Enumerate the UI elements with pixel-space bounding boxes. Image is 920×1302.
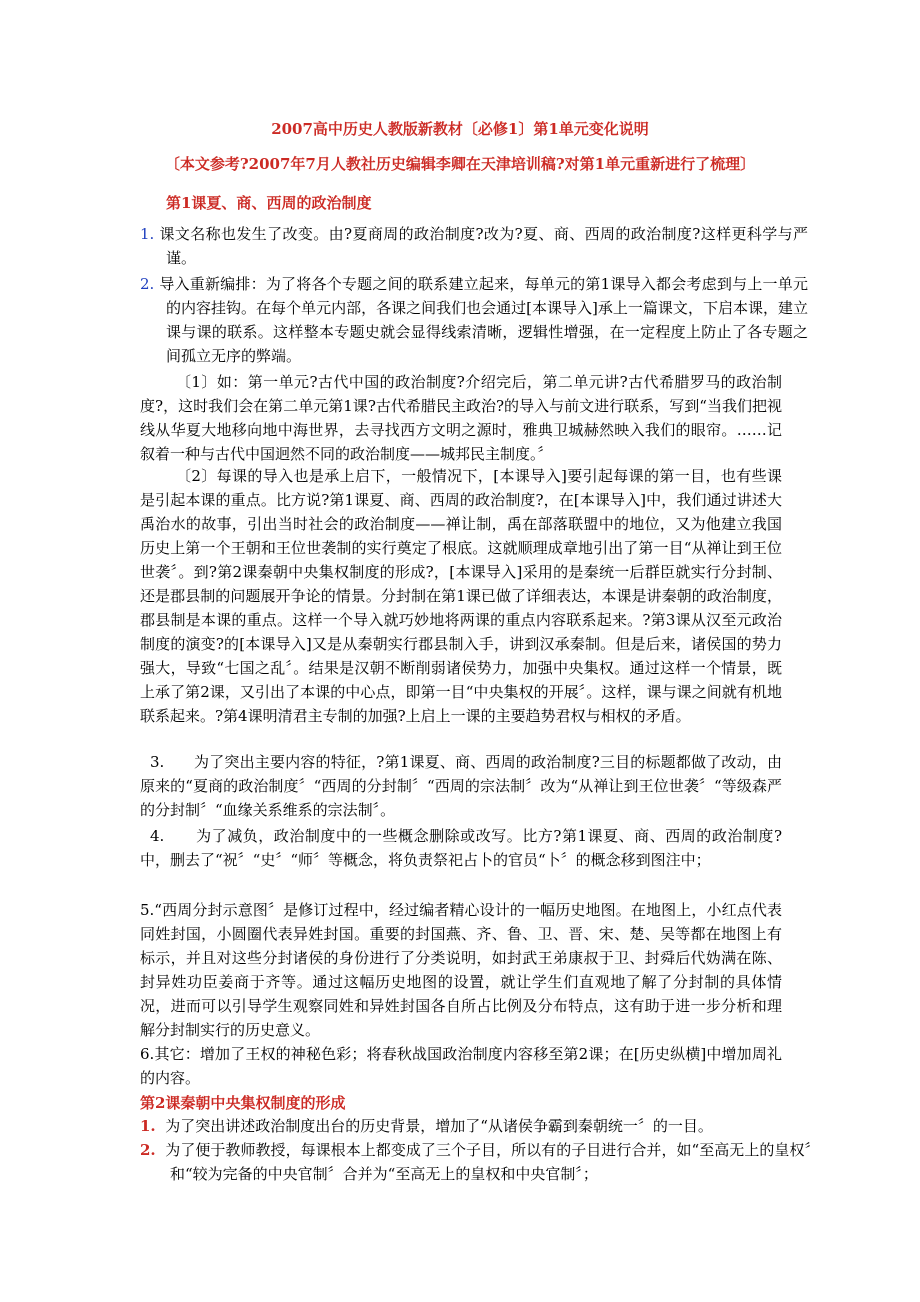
item-text: 课文名称也发生了改变。由?夏商周的政治制度?改为?夏、商、西周的政治制度?这样更科学与严谨。 [159,225,808,267]
item-number: 2. [140,275,155,293]
item-number: 4. [150,827,165,845]
item-number: 3. [150,753,165,771]
section2-item-1 [140,1114,812,1138]
item-number: 2. [140,1141,156,1159]
section1-item-5: 5.“西周分封示意图〞是修订过程中，经过编者精心设计的一幅历史地图。在地图上，小红点代表同姓封国，小圆圈代表异姓封国。重要的封国燕、齐、鲁、卫、晋、宋、楚、吴等都在地图上有标示，并且对这些分封诸侯的身份进行了分类说明，如封武王弟康叔于卫、封舜后代妫满在陈、封异姓功臣姜商于齐等。通过这幅历史地图的设置，就让学生们直观地了解了分封制的具体情况，进而可以引导学生观察同姓和异姓封国各自所占比例及分布特点，这有助于进一步分析和理解分封制实行的历史意义。 [140,901,782,1039]
document-title: 2007高中历史人教版新教材〔必修1〕第1单元变化说明 [271,120,649,138]
item-text: 为了减负，政治制度中的一些概念删除或改写。比方?第1课夏、商、西周的政治制度?中，删去了“祝〞“史〞“师〞等概念，将负责祭祀占卜的官员“卜〞的概念移到图注中； [140,827,782,869]
item-number: 1. [140,225,155,243]
item-text: 导入重新编排：为了将各个专题之间的联系建立起来，每单元的第1课导入都会考虑到与上一单元的内容挂钩。在每个单元内部，各课之间我们也会通过[本课导入]承上一篇课文，下启本课，建立课与课的联系。这样整本专题史就会显得线索清晰，逻辑性增强，在一定程度上防止了各专题之间孤立无序的弊端。 [159,275,808,365]
section1-heading: 第1课夏、商、西周的政治制度 [166,194,372,212]
section1-item-4 [140,824,782,872]
section2-heading: 第2课秦朝中央集权制度的形成 [140,1094,346,1112]
item-number: 1. [140,1117,156,1135]
item-text: 为了突出讲述政治制度出台的历史背景，增加了“从诸侯争霸到秦朝统一〞的一目。 [165,1117,713,1135]
document-subtitle: 〔本文参考?2007年7月人教社历史编辑李卿在天津培训稿?对第1单元重新进行了梳理〕 [164,155,756,173]
section2-item-2 [140,1138,812,1186]
section1-sub-2: 〔2〕每课的导入也是承上启下，一般情况下，[本课导入]要引起每课的第一目，也有些课是引起本课的重点。比方说?第1课夏、商、西周的政治制度?，在[本课导入]中，我们通过讲述大禹治水的故事，引出当时社会的政治制度——禅让制，禹在部落联盟中的地位，又为他建立我国历史上第一个王朝和王位世袭制的实行奠定了根底。这就顺理成章地引出了第一目“从禅让到王位世袭〞。到?第2课秦朝中央集权制度的形成?，[本课导入]采用的是秦统一后群臣就实行分封制、还是郡县制的问题展开争论的情景。分封制在第1课已做了详细表达，本课是讲秦朝的政治制度，郡县制是本课的重点。这样一个导入就巧妙地将两课的重点内容联系起来。?第3课从汉至元政治制度的演变?的[本课导入]又是从秦朝实行郡县制入手，讲到汉承秦制。但是后来，诸侯国的势力强大，导致“七国之乱〞。结果是汉朝不断削弱诸侯势力，加强中央集权。通过这样一个情景，既上承了第2课，又引出了本课的中心点，即第一目“中央集权的开展〞。这样，课与课之间就有机地联系起来。?第4课明清君主专制的加强?上启上一课的主要趋势君权与相权的矛盾。 [140,467,782,725]
section1-sub-1: 〔1〕如：第一单元?古代中国的政治制度?介绍完后，第二单元讲?古代希腊罗马的政治制度?，这时我们会在第二单元第1课?古代希腊民主政治?的导入与前文进行联系，写到“当我们把视线从华夏大地移向地中海世界，去寻找西方文明之源时，雅典卫城赫然映入我们的眼帘。……记叙着一种与古代中国迥然不同的政治制度——城邦民主制度。〞 [140,373,782,463]
item-text: 为了突出主要内容的特征，?第1课夏、商、西周的政治制度?三目的标题都做了改动，由原来的“夏商的政治制度〞“西周的分封制〞“西周的宗法制〞改为“从禅让到王位世袭〞“等级森严的分封制〞“血缘关系维系的宗法制〞。 [140,753,782,819]
item-text: 为了便于教师教授，每课根本上都变成了三个子目，所以有的子目进行合并，如“至高无上的皇权〞和“较为完备的中央官制〞合并为“至高无上的皇权和中央官制〞； [165,1141,812,1183]
section1-item-2 [140,272,808,368]
section1-item-1 [140,222,808,270]
section1-item-3 [140,750,782,822]
section1-item-6: 6.其它：增加了王权的神秘色彩；将春秋战国政治制度内容移至第2课；在[历史纵横]中增加周礼的内容。 [140,1045,782,1087]
